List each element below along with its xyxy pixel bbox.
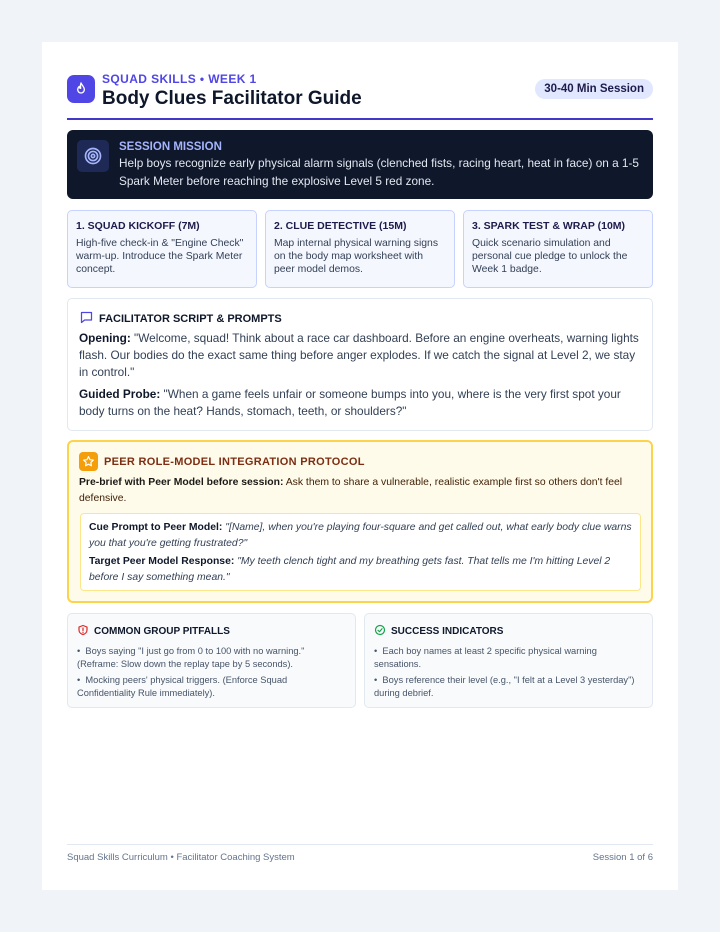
peer-prebrief: [79, 475, 639, 506]
phase-title: 1. SQUAD KICKOFF (7M): [76, 220, 200, 232]
script-heading: [79, 310, 282, 328]
list-item: • Each boy names at least 2 specific physical warning sensations.: [374, 646, 597, 669]
peer-protocol-section: [67, 440, 653, 603]
pitfalls-list: [77, 645, 346, 699]
phase-text: High-five check-in & "Engine Check" warm-up. Introduce the Spark Meter concept.: [76, 238, 244, 275]
phase-title: 2. CLUE DETECTIVE (15M): [274, 220, 407, 232]
pitfalls-title: COMMON GROUP PITFALLS: [94, 626, 230, 637]
response-label: Target Peer Model Response:: [89, 556, 235, 567]
cue-prompt: [89, 520, 632, 551]
flame-icon: [67, 75, 95, 103]
peer-heading: [79, 452, 365, 471]
probe-text: "When a game feels unfair or someone bumps into you, where is the very first spot your body turns on the heat? Hands, stomach, teeth, or shoulders?": [79, 387, 621, 418]
shield-alert-icon: [77, 624, 89, 639]
phase-card-2: [265, 210, 455, 288]
page-title: Body Clues Facilitator Guide: [102, 88, 362, 109]
prebrief-label: Pre-brief with Peer Model before session:: [79, 477, 284, 488]
target-icon: [77, 140, 109, 172]
opening-prompt: [79, 330, 639, 381]
probe-label: Guided Probe:: [79, 387, 161, 401]
opening-text: "Welcome, squad! Think about a race car dashboard. Before an engine overheats, warning lights flash. Our bodies do the exact same thing before anger explodes. If we catch the signal at Level 2, we stay in control.": [79, 331, 639, 379]
pitfall-text: Boys saying "I just go from 0 to 100 with no warning." (Reframe: Slow down the replay tape by 5 seconds).: [77, 646, 305, 669]
success-text: Boys reference their level (e.g., "I felt at a Level 3 yesterday") during debrief.: [374, 675, 635, 698]
cue-label: Cue Prompt to Peer Model:: [89, 522, 223, 533]
guide-page: [42, 42, 678, 890]
footer-divider: [67, 844, 653, 845]
cue-text: "[Name], when you're playing four-square and get called out, what early body clue warns you that you're getting frustrated?": [89, 522, 632, 549]
star-icon: [79, 452, 98, 471]
pitfall-text: Mocking peers' physical triggers. (Enforce Squad Confidentiality Rule immediately).: [77, 675, 288, 698]
list-item: • Boys reference their level (e.g., "I felt at a Level 3 yesterday") during debrief.: [374, 675, 635, 698]
header-divider: [67, 118, 653, 120]
phase-card-1: [67, 210, 257, 288]
guided-probe: [79, 386, 639, 420]
footer-page-number: Session 1 of 6: [592, 852, 653, 863]
footer-curriculum: Squad Skills Curriculum • Facilitator Coaching System: [67, 852, 295, 863]
peer-dialogue-box: [80, 513, 641, 591]
target-response: [89, 554, 632, 585]
header: [67, 72, 653, 120]
success-title: SUCCESS INDICATORS: [391, 626, 504, 637]
prebrief-text: Ask them to share a vulnerable, realistic example first so others don't feel defensive.: [79, 477, 623, 504]
phase-title: 3. SPARK TEST & WRAP (10M): [472, 220, 626, 232]
script-title: FACILITATOR SCRIPT & PROMPTS: [99, 313, 282, 325]
list-item: • Boys saying "I just go from 0 to 100 with no warning." (Reframe: Slow down the replay tape by 5 seconds).: [77, 646, 305, 669]
opening-label: Opening:: [79, 331, 131, 345]
phase-text: Map internal physical warning signs on the body map worksheet with peer model demos.: [274, 238, 439, 275]
mission-label: SESSION MISSION: [119, 141, 222, 153]
phase-card-3: [463, 210, 653, 288]
success-list: [374, 645, 643, 699]
peer-title: PEER ROLE-MODEL INTEGRATION PROTOCOL: [104, 455, 365, 468]
session-kicker: SQUAD SKILLS • WEEK 1: [102, 72, 257, 86]
session-length-badge: 30-40 Min Session: [535, 79, 653, 99]
response-text: "My teeth clench tight and my breathing gets fast. That tells me I'm hitting Level 2 before I say something mean.": [89, 556, 611, 583]
success-box: [364, 613, 653, 708]
facilitator-script-section: [67, 298, 653, 431]
success-heading: [374, 624, 643, 639]
session-mission-banner: [67, 130, 653, 199]
phase-text: Quick scenario simulation and personal cue pledge to unlock the Week 1 badge.: [472, 238, 628, 275]
chat-bubble-icon: [79, 310, 94, 328]
check-circle-icon: [374, 624, 386, 639]
pitfalls-box: [67, 613, 356, 708]
mission-text: Help boys recognize early physical alarm signals (clenched fists, racing heart, heat in face) on a 1-5 Spark Meter before reaching the explosive Level 5 red zone.: [119, 156, 639, 188]
pitfalls-heading: [77, 624, 346, 639]
success-text: Each boy names at least 2 specific physical warning sensations.: [374, 646, 597, 669]
list-item: • Mocking peers' physical triggers. (Enforce Squad Confidentiality Rule immediately).: [77, 675, 288, 698]
